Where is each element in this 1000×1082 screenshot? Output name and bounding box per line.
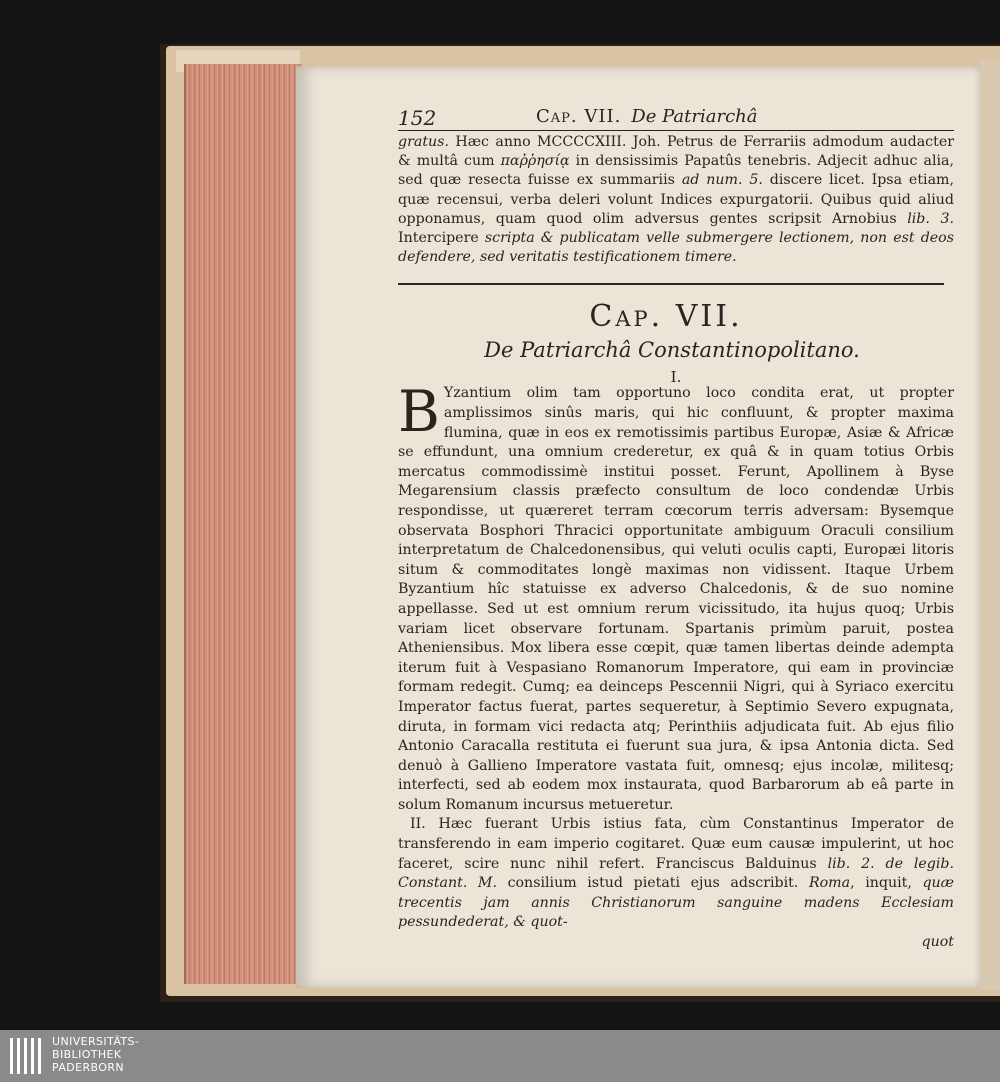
continued-paragraph — [398, 133, 954, 267]
text-run: consilium istud pietati ejus adscribit. — [496, 875, 809, 892]
greek-word: παῤῥησίᾳ — [500, 153, 570, 170]
section-number: I. — [670, 368, 682, 387]
header-rule — [398, 130, 954, 131]
running-title — [536, 106, 757, 127]
paragraph-1: Yzantium olim tam opportuno loco condita erat, ut propter amplissimos sinûs maris, qui hic confluunt, & propter maxima flumina, quæ in eos ex remotissimis partibus Europæ, Asiæ & Africæ se effundunt, una omnium crederetur, ex quâ & in quam totius Orbis mercatus commodissimè institui posset. Ferunt, Apollinem à Byse Megarensium classis præfecto consultum de loco condendæ Urbis respondisse, ut quæreret terram cœcorum terris adversam: Bysemque observata Bosphori Thracici opportunitate ambiguum Oraculi consilium interpretatum de Chalcedonensibus, qui veluti oculis capti, Europæi litoris situm & commoditates longè maximas non vidissent. Itaque Urbem Byzantium hîc statuisse ex adverso Chalcedonis, & de suo nomine appellasse. Sed ut est omnium rerum vicissitudo, ita hujus quoq; Urbis variam licet observare fortunam. Spartanis primùm paruit, postea Atheniensibus. Mox libera esse cœpit, quæ tamen libertas deinde adempta iterum fuit à Vespasiano Romanorum Imperatore, qui eam in provinciæ formam redegit. Cumq; ea deinceps Pescennii Nigri, qui à Syriaco exercitu Imperator factus fuerat, partes sequeretur, à Septimio Severo expugnata, diruta, in formam vici redacta atq; Perinthiis adjudicata fuit. Ab ejus filio Antonio Caracalla restituta ei fuerunt sua jura, & ipsa Antonia dicta. Sed denuò à Gallieno Imperatore vastata fuit, omnesq; ejus incolæ, militesq; interfecti, sed ab eodem mox instaurata, quod Barbarorum ab eâ parte in solum Romanum incursus metueretur. — [398, 385, 954, 813]
quotation-italic: quæ trecentis jam annis Christianorum sanguine madens Ecclesiam pessundederat, & quot- — [398, 875, 955, 931]
facing-page-sliver — [980, 60, 1000, 990]
text-run: in densissimis Papatûs tenebris. Adjecit adhuc alia, sed quæ resecta fuisse ex summariis — [398, 153, 954, 189]
catchword: quot — [921, 934, 954, 951]
text-italic: lib. 2. de legib. Constant. M. — [398, 855, 954, 892]
text-run: , inquit, — [850, 875, 923, 892]
book-page-edges — [184, 64, 302, 984]
text-run: II. Hæc fuerant Urbis istius fata, cùm Constantinus Imperator de transferendo in eam imperio cogitaret. Quæ eum causæ impulerint, ut hoc faceret, scire nunc nihil refert. Franciscus Balduinus — [398, 816, 954, 872]
text-italic: Roma — [808, 875, 851, 892]
quotation-italic: scripta & publicatam velle submergere lectionem, non est deos defendere, sed veritatis testificationem timere. — [398, 230, 954, 266]
text-italic: lib. 3. — [907, 210, 954, 227]
paragraph-2 — [398, 815, 954, 933]
text-italic: ad num. 5. — [681, 172, 763, 189]
running-head-title: De Patriarchâ — [631, 106, 758, 127]
drop-cap: B — [398, 379, 440, 446]
library-name-line-2: BIBLIOTHEK — [52, 1048, 122, 1061]
university-library-barcode-logo-icon — [10, 1038, 42, 1074]
text-run: Hæc anno MCCCCXIII. Joh. Petrus de Ferrariis admodum audacter & multâ cum — [398, 134, 954, 170]
library-name — [52, 1035, 139, 1074]
running-head-chapter: Cap. VII. — [536, 106, 622, 127]
library-name-line-3: PADERBORN — [52, 1061, 125, 1074]
chapter-subtitle: De Patriarchâ Constantinopolitano. — [484, 338, 860, 363]
page-text-column — [398, 104, 954, 951]
chapter-divider-rule — [398, 283, 944, 285]
library-name-line-1: UNIVERSITÄTS- — [52, 1035, 140, 1048]
page-number: 152 — [398, 106, 437, 130]
chapter-body — [398, 379, 955, 951]
text-italic: gratus. — [398, 134, 449, 150]
chapter-title: Cap. VII. — [589, 299, 743, 335]
text-run: Intercipere — [398, 230, 485, 247]
running-header — [398, 104, 954, 130]
library-footer — [0, 1030, 1000, 1082]
text-run: discere licet. Ipsa etiam, quæ recensui, verba deleri volunt Indices expurgatorii. Quibus quid aliud opponamus, quam quod olim adversus gentes scripsit Arnobius — [398, 172, 954, 227]
